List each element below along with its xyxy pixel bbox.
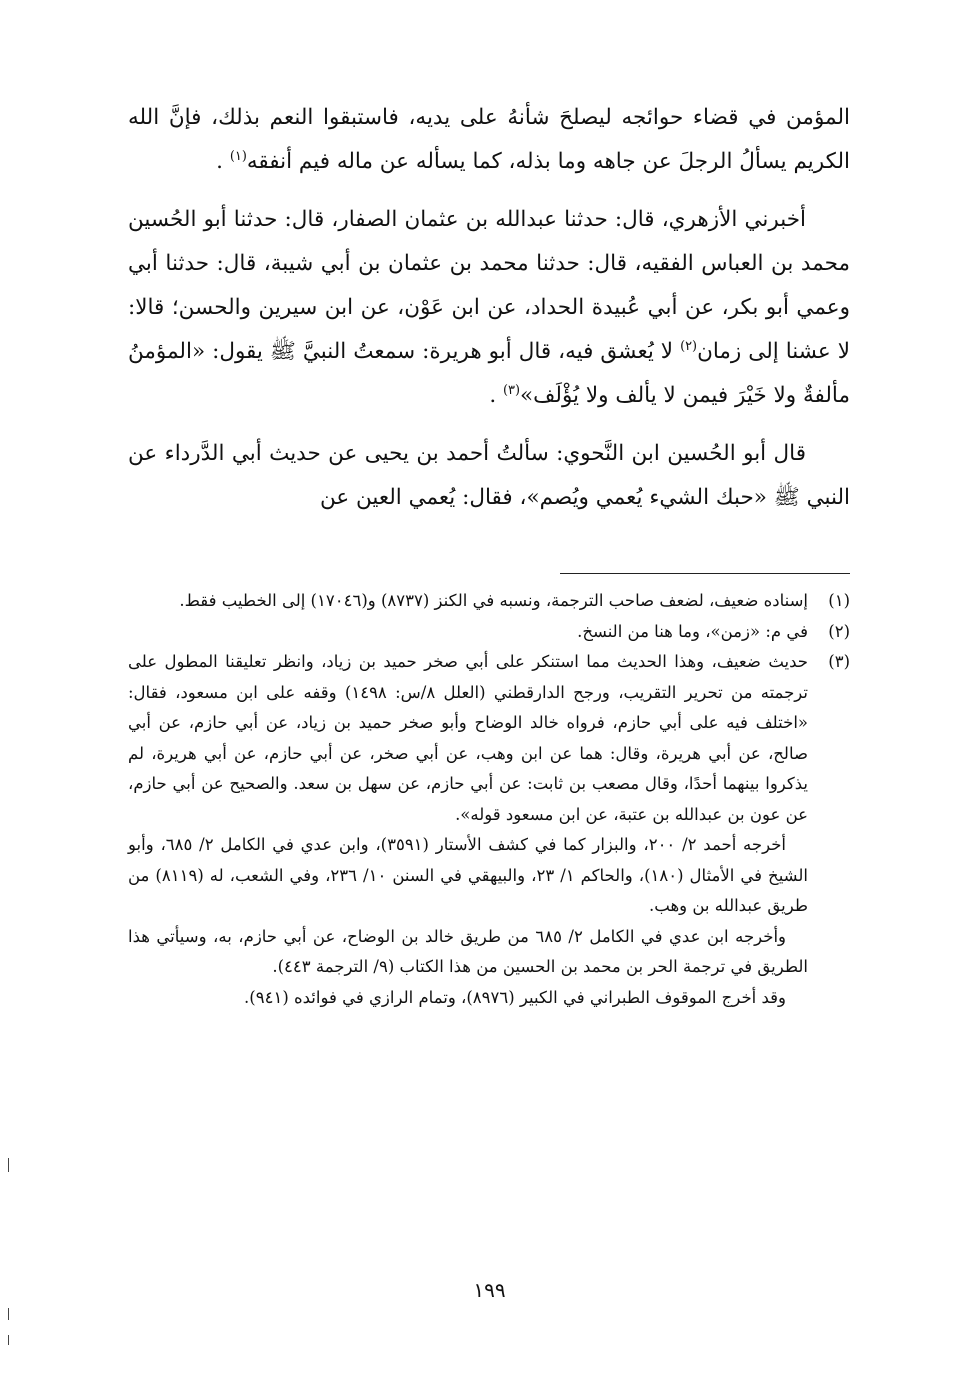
end-mark: .: [216, 149, 230, 174]
footnote-text: في م: «زمن»، وما هنا من النسخ.: [577, 621, 808, 641]
page-number: ١٩٩: [473, 1278, 506, 1302]
footnote-3-continuation: أخرجه أحمد ٢/ ٢٠٠، والبزار كما في كشف الأستار (٣٥٩١)، وابن عدي في الكامل ٢/ ٦٨٥، وأبو الشيخ في الأمثال (١٨٠)، والحاكم ١/ ٢٣، والبيهقي في السنن ١٠/ ٢٣٦، وفي الشعب، له (٨١١٩) من طريق عبدالله بن وهب.: [128, 835, 809, 915]
footnote-1: [128, 586, 850, 617]
footnote-ref-1[interactable]: (١): [229, 148, 247, 164]
paragraph-1: [128, 96, 850, 184]
paragraph-2-text-cont: لا يُعشق فيه، قال أبو هريرة: سمعتُ النبيَّ ﷺ يقول: «المؤمنُ مألفةٌ ولا خَيْرَ فيمن لا يألف ولا يُؤْلَف»: [128, 339, 850, 408]
footnote-3-continuation: وقد أخرج الموقوف الطبراني في الكبير (٨٩٧٦)، وتمام الرازي في فوائده (٩٤١).: [244, 987, 786, 1007]
scan-mark: [8, 1308, 9, 1320]
footnote-number: (٣): [828, 652, 850, 671]
footnote-ref-2[interactable]: (٢): [680, 338, 698, 354]
footnote-3: [128, 647, 850, 830]
footnote-divider: [560, 573, 850, 574]
footnote-ref-3[interactable]: (٣): [502, 382, 520, 398]
footnote-number: (١): [828, 591, 850, 610]
paragraph-3-text: قال أبو الحُسين ابن النَّحوي: سألتُ أحمد بن يحيى عن حديث أبي الدَّرداء عن النبي ﷺ «حبك الشيء يُعمي ويُصم»، فقال: يُعمي العين عن: [128, 441, 850, 510]
footnotes: [128, 586, 850, 1013]
paragraph-1-text: المؤمن في قضاء حوائجه ليصلحَ شأنهُ على يديه، فاستبقوا النعم بذلك، فإنَّ الله الكريم يسألُ الرجلَ عن جاهه وما بذله، كما يسأله عن ماله فيم أنفقه: [128, 105, 850, 174]
footnote-text: حديث ضعيف، وهذا الحديث مما استنكر على أبي صخر حميد بن زياد، وانظر تعليقنا المطول على ترجمته من تحرير التقريب، ورجح الدارقطني (العلل ٨/س: ١٤٩٨) وقفه على ابن مسعود، فقال: «اختلف فيه على أبي حازم، فرواه خالد الوضاح وأبو صخر حميد بن زياد، عن أبي حازم، عن أبي صالح، عن أبي هريرة، وقال: هما عن ابن وهب، عن أبي صخر، عن أبي حازم، عن أبي هريرة، لم يذكروا بينهما أحدًا، وقال مصعب بن ثابت: عن أبي حازم، عن سهل بن سعد. والصحيح عن أبي حازم، عن عون بن عبدالله بن عتبة، عن ابن مسعود قوله».: [128, 652, 808, 824]
footnote-number: (٢): [828, 621, 850, 641]
paragraph-2: [128, 198, 850, 418]
scan-mark: [8, 1158, 9, 1172]
footnote-text: إسناده ضعيف، لضعف صاحب الترجمة، ونسبه في الكنز (٨٧٣٧) و(١٧٠٤٦) إلى الخطيب فقط.: [179, 591, 808, 610]
paragraph-3: [128, 432, 850, 520]
paragraph-2-text: أخبرني الأزهري، قال: حدثنا عبدالله بن عثمان الصفار، قال: حدثنا أبو الحُسين محمد بن العباس الفقيه، قال: حدثنا محمد بن عثمان بن أبي شيبة، قال: حدثنا أبي وعمي أبو بكر، عن أبي عُبيدة الحداد، عن ابن عَوْن، عن ابن سيرين والحسن؛ قالا: لا عشنا إلى زمان: [128, 207, 850, 364]
main-text: [128, 96, 850, 534]
footnote-3-continuation: وأخرجه ابن عدي في الكامل ٢/ ٦٨٥ من طريق خالد بن الوضاح، عن أبي حازم، به، وسيأتي هذا الطريق في ترجمة الحر بن محمد بن الحسين من هذا الكتاب (٩/ الترجمة ٤٤٣).: [128, 926, 808, 976]
scan-mark: [8, 1335, 9, 1345]
end-mark: .: [489, 383, 503, 408]
footnote-2: [128, 617, 850, 648]
